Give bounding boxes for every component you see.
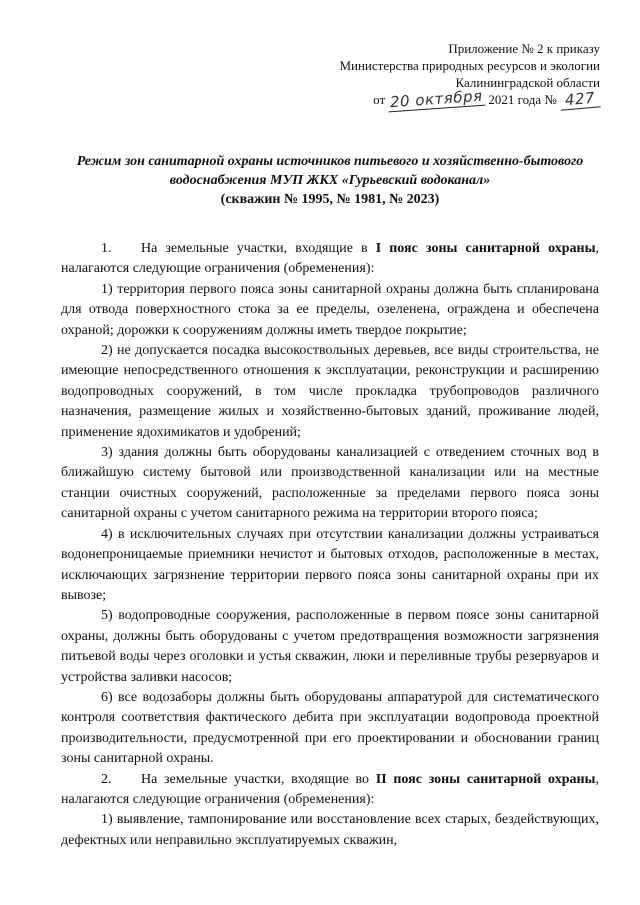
appendix-header — [270, 40, 600, 112]
section-1-zone-name: I пояс зоны санитарной охраны — [375, 241, 596, 256]
section-1-number: 1. — [101, 241, 112, 256]
section-2-zone-name: II пояс зоны санитарной охраны — [375, 771, 596, 787]
order-year: 2021 года № — [488, 92, 557, 107]
section-2-number: 2. — [101, 771, 112, 787]
section-2-intro-tail: , налагаются следующие ограничения (обременения): — [61, 771, 599, 807]
order-prefix: от — [373, 92, 386, 107]
title-line-1: Режим зон санитарной охраны источников питьевого и хозяйственно-бытового водоснабжения МУП ЖКХ «Гурьевский водоканал» — [76, 154, 584, 188]
section-1-item: 6) все водозаборы должны быть оборудованы аппаратурой для систематического контроля соответствия фактического дебита при эксплуатации водопровода проектной производительности, предусмотренной при его проектировании и обосновании границ зоны санитарной охраны. — [61, 689, 599, 767]
section-1-item: 3) здания должны быть оборудованы канализацией с отведением сточных вод в ближайшую систему бытовой или производственной канализации или на местные станции очистных сооружений, расположенные за пределами первого пояса зоны санитарной охраны с учетом санитарного режима на территории второго пояса; — [61, 445, 599, 522]
section-1-intro-tail: , налагаются следующие ограничения (обременения): — [61, 241, 600, 277]
order-date-line — [270, 86, 600, 112]
section-1-item: 2) не допускается посадка высокоствольных деревьев, все виды строительства, не имеющие непосредственного отношения к эксплуатации, реконструкции и расширению водопроводных сооружений, в том числе прокладка трубопроводов различного назначения, размещение жилых и хозяйственно-бытовых зданий, проживание людей, применение ядохимикатов и удобрений; — [61, 343, 599, 440]
section-1-intro — [61, 239, 599, 280]
handwritten-date: 20 октября — [388, 88, 486, 113]
section-2-intro — [61, 770, 599, 811]
title-line-2: (скважин № 1995, № 1981, № 2023) — [220, 192, 440, 207]
section-1-item: 5) водопроводные сооружения, расположенные в первом поясе зоны санитарной охраны, должны быть оборудованы с учетом предотвращения возможности загрязнения питьевой воды через оголовки и устья скважин, люки и переливные трубы резервуаров и устройства заливки насосов; — [61, 608, 599, 685]
appendix-line-3: Калининградской области — [455, 75, 600, 90]
section-1-intro-text: На земельные участки, входящие в — [141, 241, 376, 256]
handwritten-order-number: 427 — [559, 89, 600, 110]
appendix-line-2: Министерства природных ресурсов и экологии — [339, 58, 600, 73]
section-1-item: 4) в исключительных случаях при отсутствии канализации должны устраиваться водонепроницаемые приемники нечистот и бытовых отходов, расположенные в местах, исключающих загрязнение территории первого пояса зоны санитарной охраны при их вывозе; — [61, 526, 599, 603]
section-2-item: 1) выявление, тампонирование или восстановление всех старых, бездействующих, дефектных или неправильно эксплуатируемых скважин, — [61, 812, 599, 848]
section-1-item: 1) территория первого пояса зоны санитарной охраны должна быть спланирована для отвода поверхностного стока за ее пределы, озеленена, ограждена и обеспечена охраной; дорожки к сооружениям должны иметь твердое покрытие; — [61, 281, 599, 338]
document-title — [60, 152, 600, 209]
section-2-intro-text: На земельные участки, входящие во — [141, 771, 376, 787]
document-body — [61, 239, 599, 851]
appendix-line-1: Приложение № 2 к приказу — [448, 41, 600, 56]
